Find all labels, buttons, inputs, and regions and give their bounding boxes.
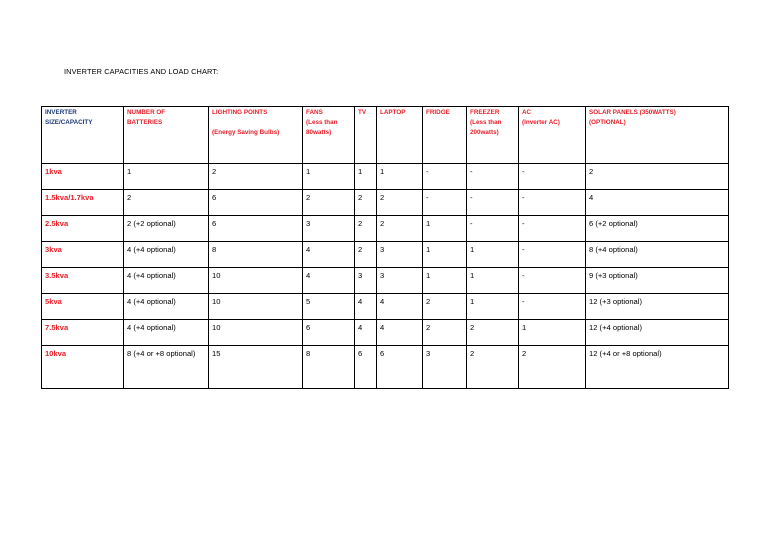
header-text: (Less than xyxy=(470,119,502,126)
cell-solar: 4 xyxy=(586,190,729,216)
cell-tv: 6 xyxy=(355,346,377,389)
header-tv xyxy=(355,107,377,164)
cell-batteries: 4 (+4 optional) xyxy=(124,242,209,268)
cell-freezer: 1 xyxy=(467,242,519,268)
header-text: (OPTIONAL) xyxy=(589,119,626,126)
cell-tv: 4 xyxy=(355,294,377,320)
cell-fans: 4 xyxy=(303,268,355,294)
cell-ac: 2 xyxy=(519,346,586,389)
header-freezer xyxy=(467,107,519,164)
cell-batteries: 4 (+4 optional) xyxy=(124,320,209,346)
header-text: INVERTER xyxy=(45,109,77,116)
cell-ac: - xyxy=(519,294,586,320)
cell-fans: 2 xyxy=(303,190,355,216)
cell-ac: - xyxy=(519,216,586,242)
cell-solar: 8 (+4 optional) xyxy=(586,242,729,268)
cell-size: 10kva xyxy=(42,346,124,389)
cell-tv: 4 xyxy=(355,320,377,346)
header-lighting-points xyxy=(209,107,303,164)
cell-lighting: 15 xyxy=(209,346,303,389)
cell-laptop: 2 xyxy=(377,190,423,216)
cell-fridge: - xyxy=(423,164,467,190)
cell-ac: - xyxy=(519,268,586,294)
cell-size: 1kva xyxy=(42,164,124,190)
table-row xyxy=(42,320,729,346)
cell-laptop: 4 xyxy=(377,294,423,320)
table-row xyxy=(42,190,729,216)
cell-tv: 2 xyxy=(355,242,377,268)
cell-lighting: 10 xyxy=(209,268,303,294)
cell-ac: - xyxy=(519,164,586,190)
cell-laptop: 2 xyxy=(377,216,423,242)
table-row xyxy=(42,346,729,389)
cell-tv: 1 xyxy=(355,164,377,190)
cell-fans: 1 xyxy=(303,164,355,190)
cell-freezer: - xyxy=(467,216,519,242)
cell-freezer: 2 xyxy=(467,346,519,389)
header-laptop xyxy=(377,107,423,164)
cell-fans: 3 xyxy=(303,216,355,242)
cell-size: 7.5kva xyxy=(42,320,124,346)
cell-size: 3kva xyxy=(42,242,124,268)
cell-batteries: 2 xyxy=(124,190,209,216)
cell-ac: - xyxy=(519,190,586,216)
header-fans xyxy=(303,107,355,164)
table-row xyxy=(42,268,729,294)
cell-lighting: 6 xyxy=(209,190,303,216)
cell-solar: 12 (+4 or +8 optional) xyxy=(586,346,729,389)
cell-freezer: 1 xyxy=(467,294,519,320)
header-text: NUMBER OF xyxy=(127,109,166,116)
cell-laptop: 4 xyxy=(377,320,423,346)
cell-fans: 6 xyxy=(303,320,355,346)
cell-solar: 2 xyxy=(586,164,729,190)
cell-fridge: 1 xyxy=(423,242,467,268)
cell-lighting: 6 xyxy=(209,216,303,242)
header-text: LAPTOP xyxy=(380,109,406,116)
cell-lighting: 10 xyxy=(209,294,303,320)
header-solar-panels xyxy=(586,107,729,164)
cell-ac: - xyxy=(519,242,586,268)
cell-batteries: 4 (+4 optional) xyxy=(124,268,209,294)
cell-fans: 4 xyxy=(303,242,355,268)
cell-tv: 2 xyxy=(355,190,377,216)
cell-fridge: 1 xyxy=(423,216,467,242)
cell-freezer: - xyxy=(467,164,519,190)
header-batteries xyxy=(124,107,209,164)
cell-fridge: - xyxy=(423,190,467,216)
header-text: FANS xyxy=(306,109,323,116)
cell-freezer: 2 xyxy=(467,320,519,346)
cell-laptop: 1 xyxy=(377,164,423,190)
cell-solar: 9 (+3 optional) xyxy=(586,268,729,294)
cell-ac: 1 xyxy=(519,320,586,346)
cell-batteries: 8 (+4 or +8 optional) xyxy=(124,346,209,389)
header-text: FRIDGE xyxy=(426,109,450,116)
header-inverter-size xyxy=(42,107,124,164)
header-text: AC xyxy=(522,109,532,116)
cell-laptop: 3 xyxy=(377,268,423,294)
header-text: (Energy Saving Bulbs) xyxy=(212,129,280,136)
cell-size: 3.5kva xyxy=(42,268,124,294)
cell-fridge: 2 xyxy=(423,320,467,346)
table-row xyxy=(42,216,729,242)
cell-freezer: - xyxy=(467,190,519,216)
cell-batteries: 2 (+2 optional) xyxy=(124,216,209,242)
cell-size: 1.5kva/1.7kva xyxy=(42,190,124,216)
inverter-load-table xyxy=(41,106,729,389)
cell-fridge: 3 xyxy=(423,346,467,389)
header-text: 80watts) xyxy=(306,129,332,136)
cell-fans: 8 xyxy=(303,346,355,389)
header-text: (Inverter AC) xyxy=(522,119,560,126)
header-text: 200watts) xyxy=(470,129,499,136)
table-row xyxy=(42,164,729,190)
header-row xyxy=(42,107,729,164)
document-title: INVERTER CAPACITIES AND LOAD CHART: xyxy=(64,67,219,76)
cell-size: 2.5kva xyxy=(42,216,124,242)
cell-batteries: 4 (+4 optional) xyxy=(124,294,209,320)
cell-lighting: 8 xyxy=(209,242,303,268)
header-text: FREEZER xyxy=(470,109,500,116)
header-text: (Less than xyxy=(306,119,338,126)
cell-lighting: 10 xyxy=(209,320,303,346)
cell-batteries: 1 xyxy=(124,164,209,190)
cell-solar: 12 (+3 optional) xyxy=(586,294,729,320)
cell-size: 5kva xyxy=(42,294,124,320)
header-text: SOLAR PANELS (350WATTS) xyxy=(589,109,676,116)
header-text: BATTERIES xyxy=(127,119,163,126)
cell-fans: 5 xyxy=(303,294,355,320)
cell-fridge: 1 xyxy=(423,268,467,294)
cell-laptop: 6 xyxy=(377,346,423,389)
cell-freezer: 1 xyxy=(467,268,519,294)
header-fridge xyxy=(423,107,467,164)
cell-tv: 3 xyxy=(355,268,377,294)
cell-tv: 2 xyxy=(355,216,377,242)
cell-solar: 12 (+4 optional) xyxy=(586,320,729,346)
header-text: SIZE/CAPACITY xyxy=(45,119,93,126)
cell-laptop: 3 xyxy=(377,242,423,268)
cell-fridge: 2 xyxy=(423,294,467,320)
cell-solar: 6 (+2 optional) xyxy=(586,216,729,242)
header-text: TV xyxy=(358,109,367,116)
header-text: LIGHTING POINTS xyxy=(212,109,268,116)
cell-lighting: 2 xyxy=(209,164,303,190)
header-ac xyxy=(519,107,586,164)
table-row xyxy=(42,294,729,320)
table-row xyxy=(42,242,729,268)
